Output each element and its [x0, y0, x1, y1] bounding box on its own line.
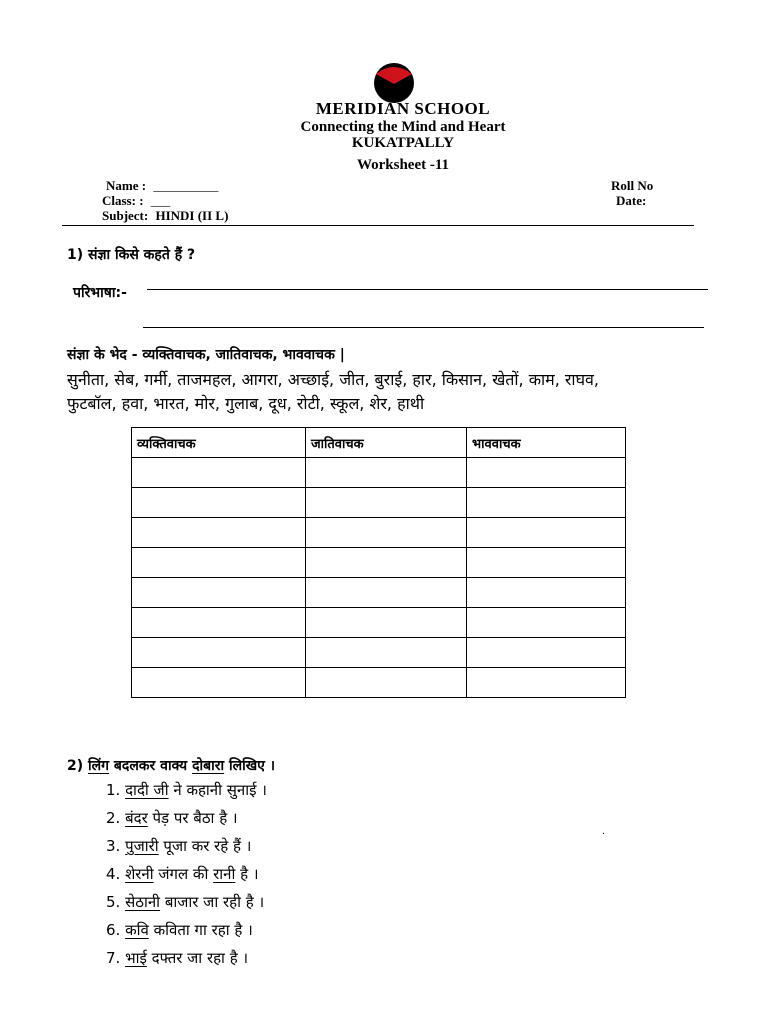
sentence-number: 2.: [106, 809, 121, 827]
sentence-text: पेड़ पर बैठा है ।: [147, 809, 238, 827]
table-row: [132, 578, 626, 608]
table-cell: [467, 458, 626, 488]
table-cell: [467, 638, 626, 668]
sentence-item: [106, 948, 248, 968]
table-row: [132, 638, 626, 668]
sentence-item: [106, 864, 259, 884]
school-location: KUKATPALLY: [351, 135, 455, 151]
sentence-word: कवि: [125, 921, 149, 939]
table-cell: [306, 488, 467, 518]
word-list-line: सुनीता, सेब, गर्मी, ताजमहल, आगरा, अच्छाई, जीत, बुराई, हार, किसान, खेतों, काम, राघव,: [67, 370, 600, 389]
question-number: 2): [67, 758, 84, 774]
name-field: [106, 178, 218, 194]
table-header: भाववाचक: [467, 428, 626, 458]
table-cell: [132, 548, 306, 578]
question-text: संज्ञा किसे कहते हैं ?: [88, 247, 196, 263]
school-tagline: Connecting the Mind and Heart: [300, 119, 506, 135]
sentence-number: 1.: [106, 781, 121, 799]
sentence-number: 6.: [106, 921, 121, 939]
table-cell: [132, 638, 306, 668]
table-row: [132, 668, 626, 698]
sentence-number: 5.: [106, 893, 121, 911]
sentence-word: भाई: [125, 949, 147, 967]
table-cell: [467, 608, 626, 638]
worksheet-title: Worksheet -11: [356, 157, 450, 173]
sentence-item: [106, 836, 251, 856]
name-label: Name :: [106, 178, 147, 193]
subject-field: [102, 208, 228, 224]
word-list-line: फुटबॉल, हवा, भारत, मोर, गुलाब, दूध, रोटी, स्कूल, शेर, हाथी: [67, 394, 425, 413]
date-label: Date:: [616, 193, 647, 208]
table-row: [132, 518, 626, 548]
question-part: बदलकर वाक्य: [109, 758, 193, 774]
sentence-word: बंदर: [125, 809, 148, 827]
table-row: [132, 608, 626, 638]
sentence-text: ने कहानी सुनाई ।: [168, 781, 267, 799]
name-blank: __________: [153, 178, 219, 193]
table-cell: [132, 608, 306, 638]
table-cell: [467, 488, 626, 518]
table-cell: [306, 578, 467, 608]
table-cell: [132, 578, 306, 608]
sentence-word: सेठानी: [125, 893, 161, 911]
sentence-item: [106, 920, 253, 940]
table-cell: [306, 668, 467, 698]
class-blank: ___: [150, 193, 171, 208]
table-cell: [467, 548, 626, 578]
table-cell: [306, 608, 467, 638]
question-1: [67, 245, 195, 264]
sentence-item: [106, 808, 238, 828]
class-label: Class: :: [102, 193, 144, 208]
question-part: दोबारा: [192, 758, 225, 774]
sentence-word: दादी जी: [125, 781, 169, 799]
table-cell: [132, 518, 306, 548]
sentence-word: शेरनी: [125, 865, 154, 883]
sentence-word: रानी: [213, 865, 236, 883]
answer-line: [147, 289, 708, 290]
question-number: 1): [67, 247, 84, 263]
sentence-word: पुजारी: [125, 837, 159, 855]
table-row: [132, 458, 626, 488]
sentence-number: 4.: [106, 865, 121, 883]
table-cell: [306, 638, 467, 668]
header-divider: [62, 225, 694, 226]
stray-mark: .: [602, 826, 606, 837]
sentence-item: [106, 780, 267, 800]
definition-label: परिभाषा:-: [73, 285, 127, 301]
table-cell: [306, 518, 467, 548]
table-cell: [132, 668, 306, 698]
subject-label: Subject:: [102, 208, 149, 223]
sentence-text: बाजार जा रही है ।: [160, 893, 265, 911]
table-header: जातिवाचक: [306, 428, 467, 458]
question-part: लिखिए ।: [224, 758, 276, 774]
sentence-number: 7.: [106, 949, 121, 967]
class-field: [102, 193, 170, 209]
classification-table: [131, 427, 626, 698]
sentence-text: पूजा कर रहे हैं ।: [158, 837, 252, 855]
table-cell: [467, 668, 626, 698]
sentence-number: 3.: [106, 837, 121, 855]
table-row: [132, 548, 626, 578]
table-cell: [306, 458, 467, 488]
table-cell: [467, 518, 626, 548]
table-header-row: [132, 428, 626, 458]
types-heading: संज्ञा के भेद - व्यक्तिवाचक, जातिवाचक, भाववाचक |: [67, 347, 345, 363]
school-name: MERIDIAN SCHOOL: [315, 99, 491, 118]
table-cell: [467, 578, 626, 608]
roll-no-label: Roll No: [611, 178, 654, 193]
table-cell: [132, 488, 306, 518]
answer-line: [143, 327, 704, 328]
table-row: [132, 488, 626, 518]
subject-value: HINDI (II L): [155, 208, 229, 223]
question-part: लिंग: [88, 758, 110, 774]
sentence-item: [106, 892, 264, 912]
table-cell: [306, 548, 467, 578]
sentence-text: दफ्तर जा रहा है ।: [146, 949, 249, 967]
question-2: [67, 756, 275, 775]
table-cell: [132, 458, 306, 488]
sentence-text: है ।: [235, 865, 259, 883]
school-logo-icon: [373, 62, 415, 104]
table-header: व्यक्तिवाचक: [132, 428, 306, 458]
sentence-text: जंगल की: [153, 865, 214, 883]
sentence-text: कविता गा रहा है ।: [148, 921, 253, 939]
